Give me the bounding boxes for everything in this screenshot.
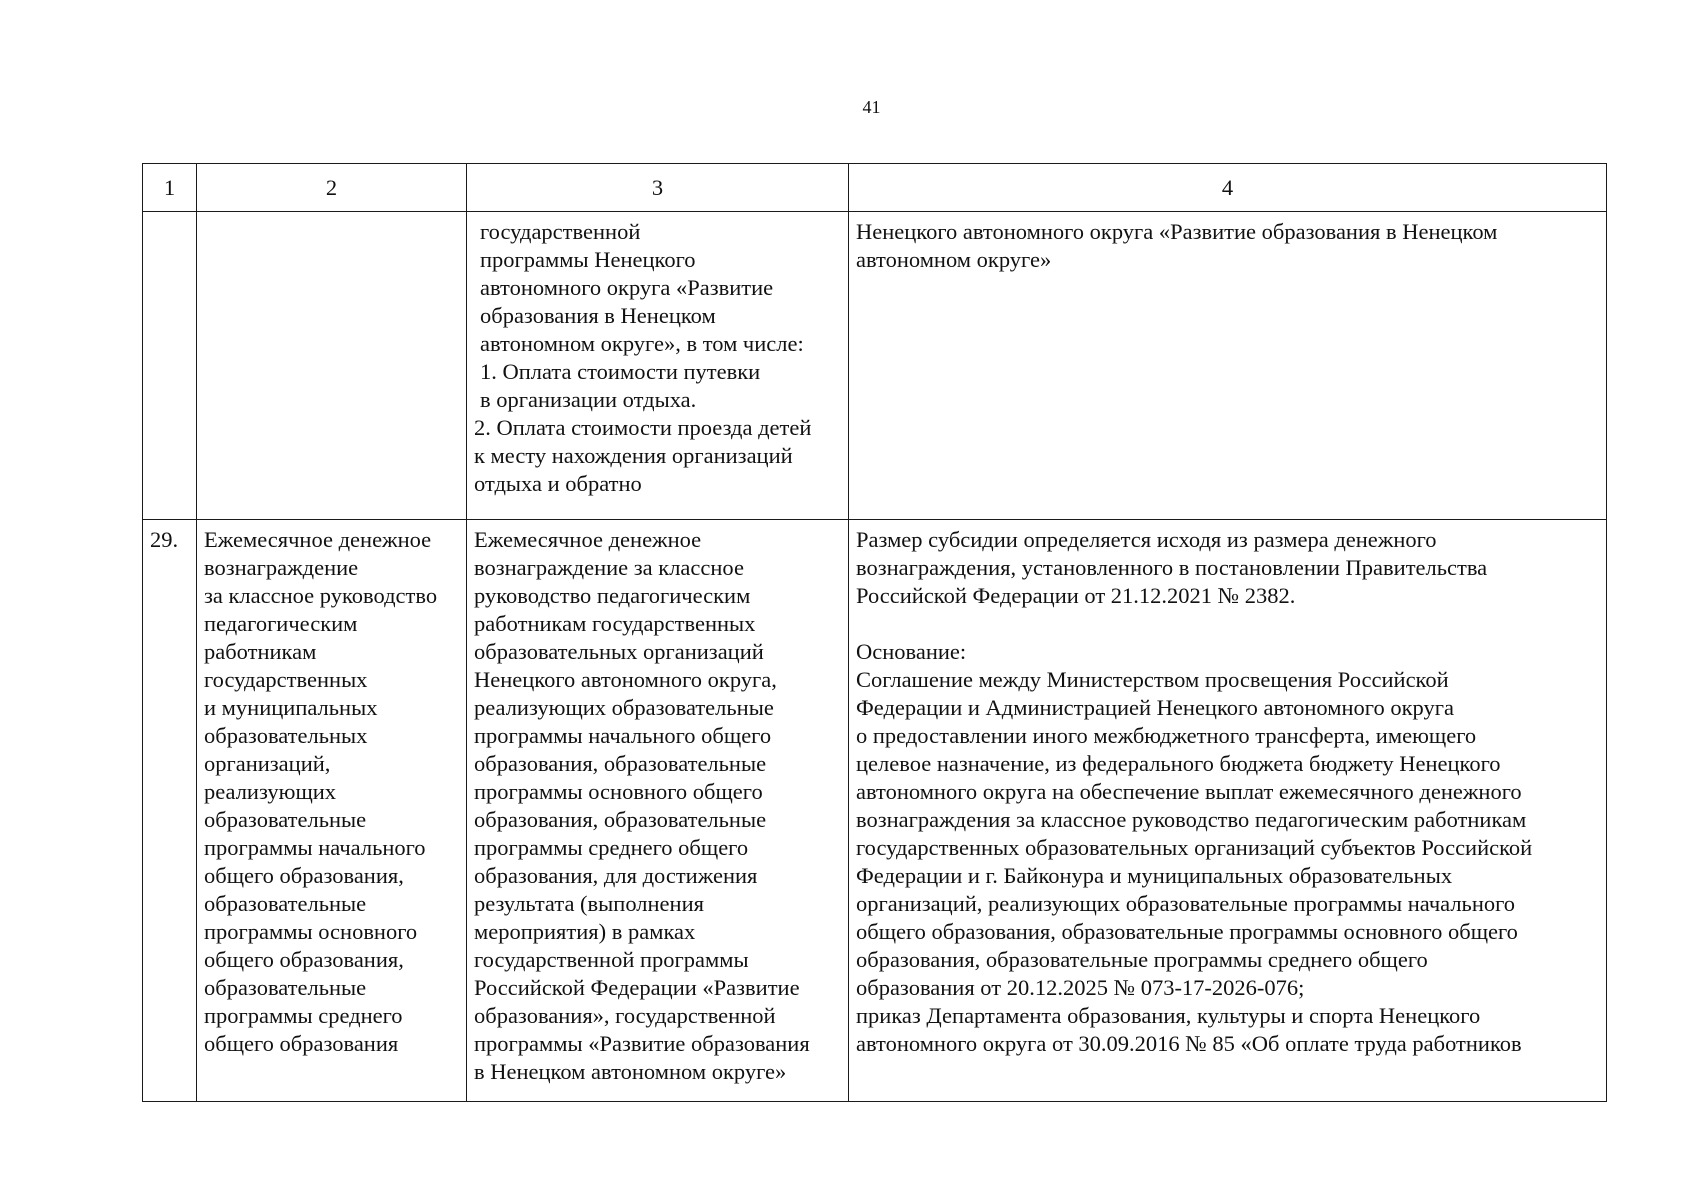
basis-cell <box>849 520 1607 1102</box>
activity-name-cell: Ежемесячное денежное вознаграждение за классное руководство педагогическим работникам государственных и муниципальных образовательных организаций, реализующих образовательные программы начального общего образования, образовательные программы основного общего образования, образовательные программы среднего общего образования <box>197 520 467 1102</box>
table-header-row <box>143 164 1607 212</box>
basis-cell: Ненецкого автономного округа «Развитие образования в Ненецком автономном округе» <box>849 212 1607 520</box>
subsidy-size-paragraph: Размер субсидии определяется исходя из размера денежного вознаграждения, установленного в постановлении Правительства Российской Федерации от 21.12.2021 № 2382. <box>856 527 1488 608</box>
purpose-item-2: 2. Оплата стоимости проезда детей к месту нахождения организаций отдыха и обратно <box>474 415 812 496</box>
header-cell-1: 1 <box>143 164 197 212</box>
purpose-cell: Ежемесячное денежное вознаграждение за классное руководство педагогическим работникам государственных образовательных организаций Ненецкого автономного округа, реализующих образовательные программы начального общего образования, образовательные программы основного общего образования, образовательные программы среднего общего образования, для достижения результата (выполнения мероприятия) в рамках государственной программы Российской Федерации «Развитие образования», государственной программы «Развитие образования в Ненецком автономном округе» <box>467 520 849 1102</box>
row-number-cell: 29. <box>143 520 197 1102</box>
purpose-text: государственной программы Ненецкого автономного округа «Развитие образования в Ненецком автономном округе», в том числе: 1. Оплата стоимости путевки в организации отдыха. <box>480 219 804 412</box>
document-table <box>142 163 1607 1102</box>
table-row <box>143 212 1607 520</box>
row-number-cell <box>143 212 197 520</box>
activity-name-cell <box>197 212 467 520</box>
header-cell-3: 3 <box>467 164 849 212</box>
legal-basis-paragraph: Основание: Соглашение между Министерством просвещения Российской Федерации и Администрацией Ненецкого автономного округа о предоставлении иного межбюджетного трансферта, имеющего целевое назначение, из федерального бюджета бюджету Ненецкого автономного округа на обеспечение выплат ежемесячного денежного вознаграждения за классное руководство педагогическим работникам государственных образовательных организаций субъектов Российской Федерации и г. Байконура и муниципальных образовательных организаций, реализующих образовательные программы начального общего образования, образовательные программы основного общего образования, образовательные программы среднего общего образования от 20.12.2025 № 073-17-2026-076; приказ Департамента образования, культуры и спорта Ненецкого автономного округа от 30.09.2016 № 85 «Об оплате труда работников <box>856 639 1533 1056</box>
header-cell-4: 4 <box>849 164 1607 212</box>
header-cell-2: 2 <box>197 164 467 212</box>
purpose-cell <box>467 212 849 520</box>
table-row <box>143 520 1607 1102</box>
page-number: 41 <box>862 97 881 117</box>
